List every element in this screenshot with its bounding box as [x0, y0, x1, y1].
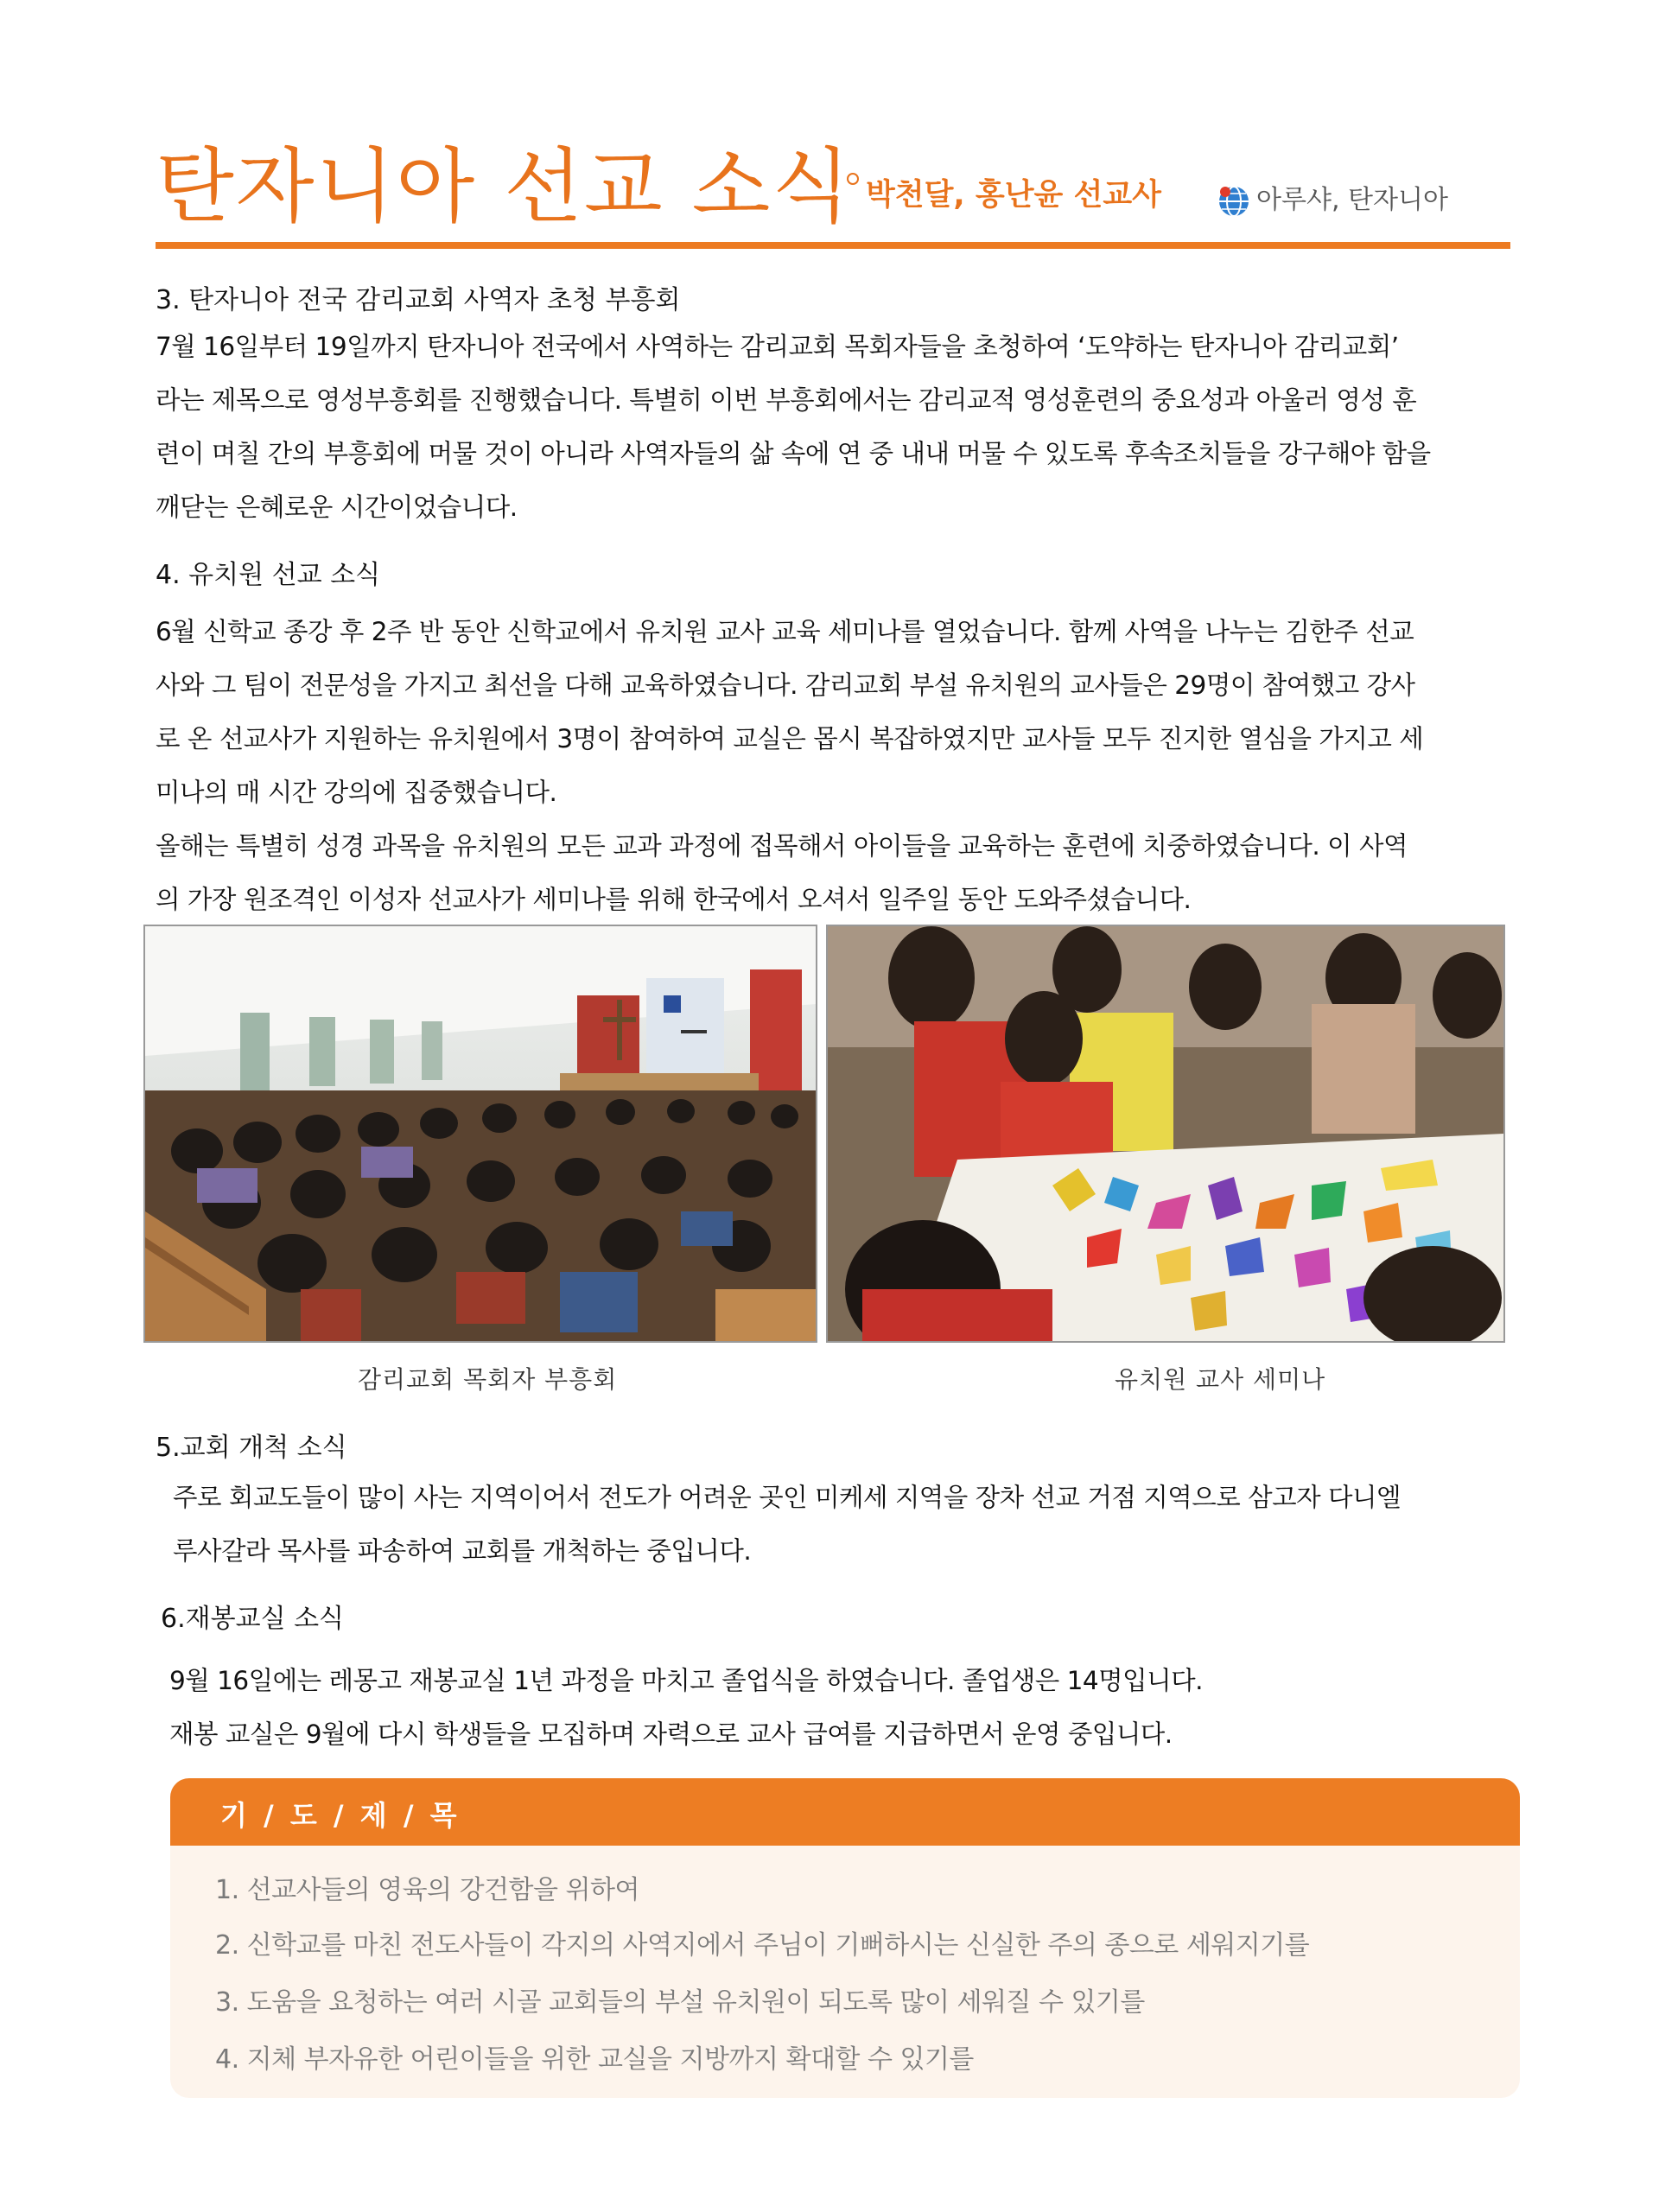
- section-body-kindergarten: 6월 신학교 종강 후 2주 반 동안 신학교에서 유치원 교사 교육 세미나를 열었습니다. 함께 사역을 나누는 김한주 선교 사와 그 팀이 전문성을 가지고 최선을 다해 교육하였습니다. 감리교회 부설 유치원의 교사들은 29명이 참여했고 강사 로 온 선교사가 지원하는 유치원에서 3명이 참여하여 교실은 몹시 복잡하였지만 교사들 모두 진지한 열심을 가지고 세 미나의 매 시간 강의에 집중했습니다. 올해는 특별히 성경 과목을 유치원의 모든 교과 과정에 접목해서 아이들을 교육하는 훈련에 치중하였습니다. 이 사역 의 가장 원조격인 이성자 선교사가 세미나를 위해 한국에서 오셔서 일주일 동안 도와주셨습니다.: [156, 617, 1424, 914]
- section-heading-kindergarten: 4. 유치원 선교 소식: [156, 560, 381, 590]
- prayer-item: 3. 도움을 요청하는 여러 시골 교회들의 부설 유치원이 되도록 많이 세워질 수 있기를: [215, 1987, 1145, 2018]
- photo-revival-meeting-image: [145, 926, 816, 1341]
- prayer-title-bar: [170, 1778, 1520, 1846]
- section-body-sewing-class: 9월 16일에는 레몽고 재봉교실 1년 과정을 마치고 졸업식을 하였습니다. 졸업생은 14명입니다. 재봉 교실은 9월에 다시 학생들을 모집하며 자력으로 교사 급여를 지급하면서 운영 중입니다.: [169, 1666, 1204, 1749]
- photo-teacher-seminar: [826, 925, 1505, 1343]
- photo-caption-seminar: 유치원 교사 세미나: [1115, 1365, 1326, 1394]
- author-line: [847, 171, 1161, 214]
- prayer-item: 1. 선교사들의 영육의 강건함을 위하여: [215, 1875, 639, 1905]
- section-heading-sewing-class: 6.재봉교실 소식: [161, 1604, 345, 1634]
- photo-revival-meeting: [143, 925, 817, 1343]
- prayer-item: 2. 신학교를 마친 전도사들이 각지의 사역지에서 주님이 기뻐하시는 신실한 주의 종으로 세워지기를: [215, 1930, 1310, 1961]
- page-header: [156, 121, 1512, 251]
- location-line: [1217, 178, 1448, 219]
- location-text: 아루샤, 탄자니아: [1256, 185, 1448, 215]
- prayer-item: 4. 지체 부자유한 어린이들을 위한 교실을 지방까지 확대할 수 있기를: [215, 2044, 974, 2075]
- page-title: 탄자니아 선교 소식: [156, 140, 853, 234]
- photo-caption-revival: 감리교회 목회자 부흥회: [358, 1365, 618, 1394]
- prayer-title: 기 / 도 / 제 / 목: [220, 1799, 461, 1832]
- section-body-revival: 7월 16일부터 19일까지 탄자니아 전국에서 사역하는 감리교회 목회자들을 초청하여 ‘도약하는 탄자니아 감리교회’ 라는 제목으로 영성부흥회를 진행했습니다. 특별히 이번 부흥회에서는 감리교적 영성훈련의 중요성과 아울러 영성 훈 련이 며칠 간의 부흥회에 머물 것이 아니라 사역자들의 삶 속에 연 중 내내 머물 수 있도록 후속조치들을 강구해야 함을 깨닫는 은혜로운 시간이었습니다.: [156, 332, 1431, 522]
- photo-teacher-seminar-image: [828, 926, 1503, 1341]
- bullet-ring-icon: [847, 173, 859, 185]
- author-name: 박천달, 홍난윤 선교사: [866, 178, 1161, 213]
- header-divider: [156, 242, 1510, 249]
- prayer-requests-box: [170, 1778, 1520, 2098]
- globe-icon: [1217, 184, 1251, 219]
- section-heading-revival: 3. 탄자니아 전국 감리교회 사역자 초청 부흥회: [156, 285, 681, 315]
- section-body-church-planting: 주로 회교도들이 많이 사는 지역이어서 전도가 어려운 곳인 미케세 지역을 장차 선교 거점 지역으로 삼고자 다니엘 루사갈라 목사를 파송하여 교회를 개척하는 중입니다.: [173, 1483, 1402, 1566]
- section-heading-church-planting: 5.교회 개척 소식: [156, 1433, 347, 1463]
